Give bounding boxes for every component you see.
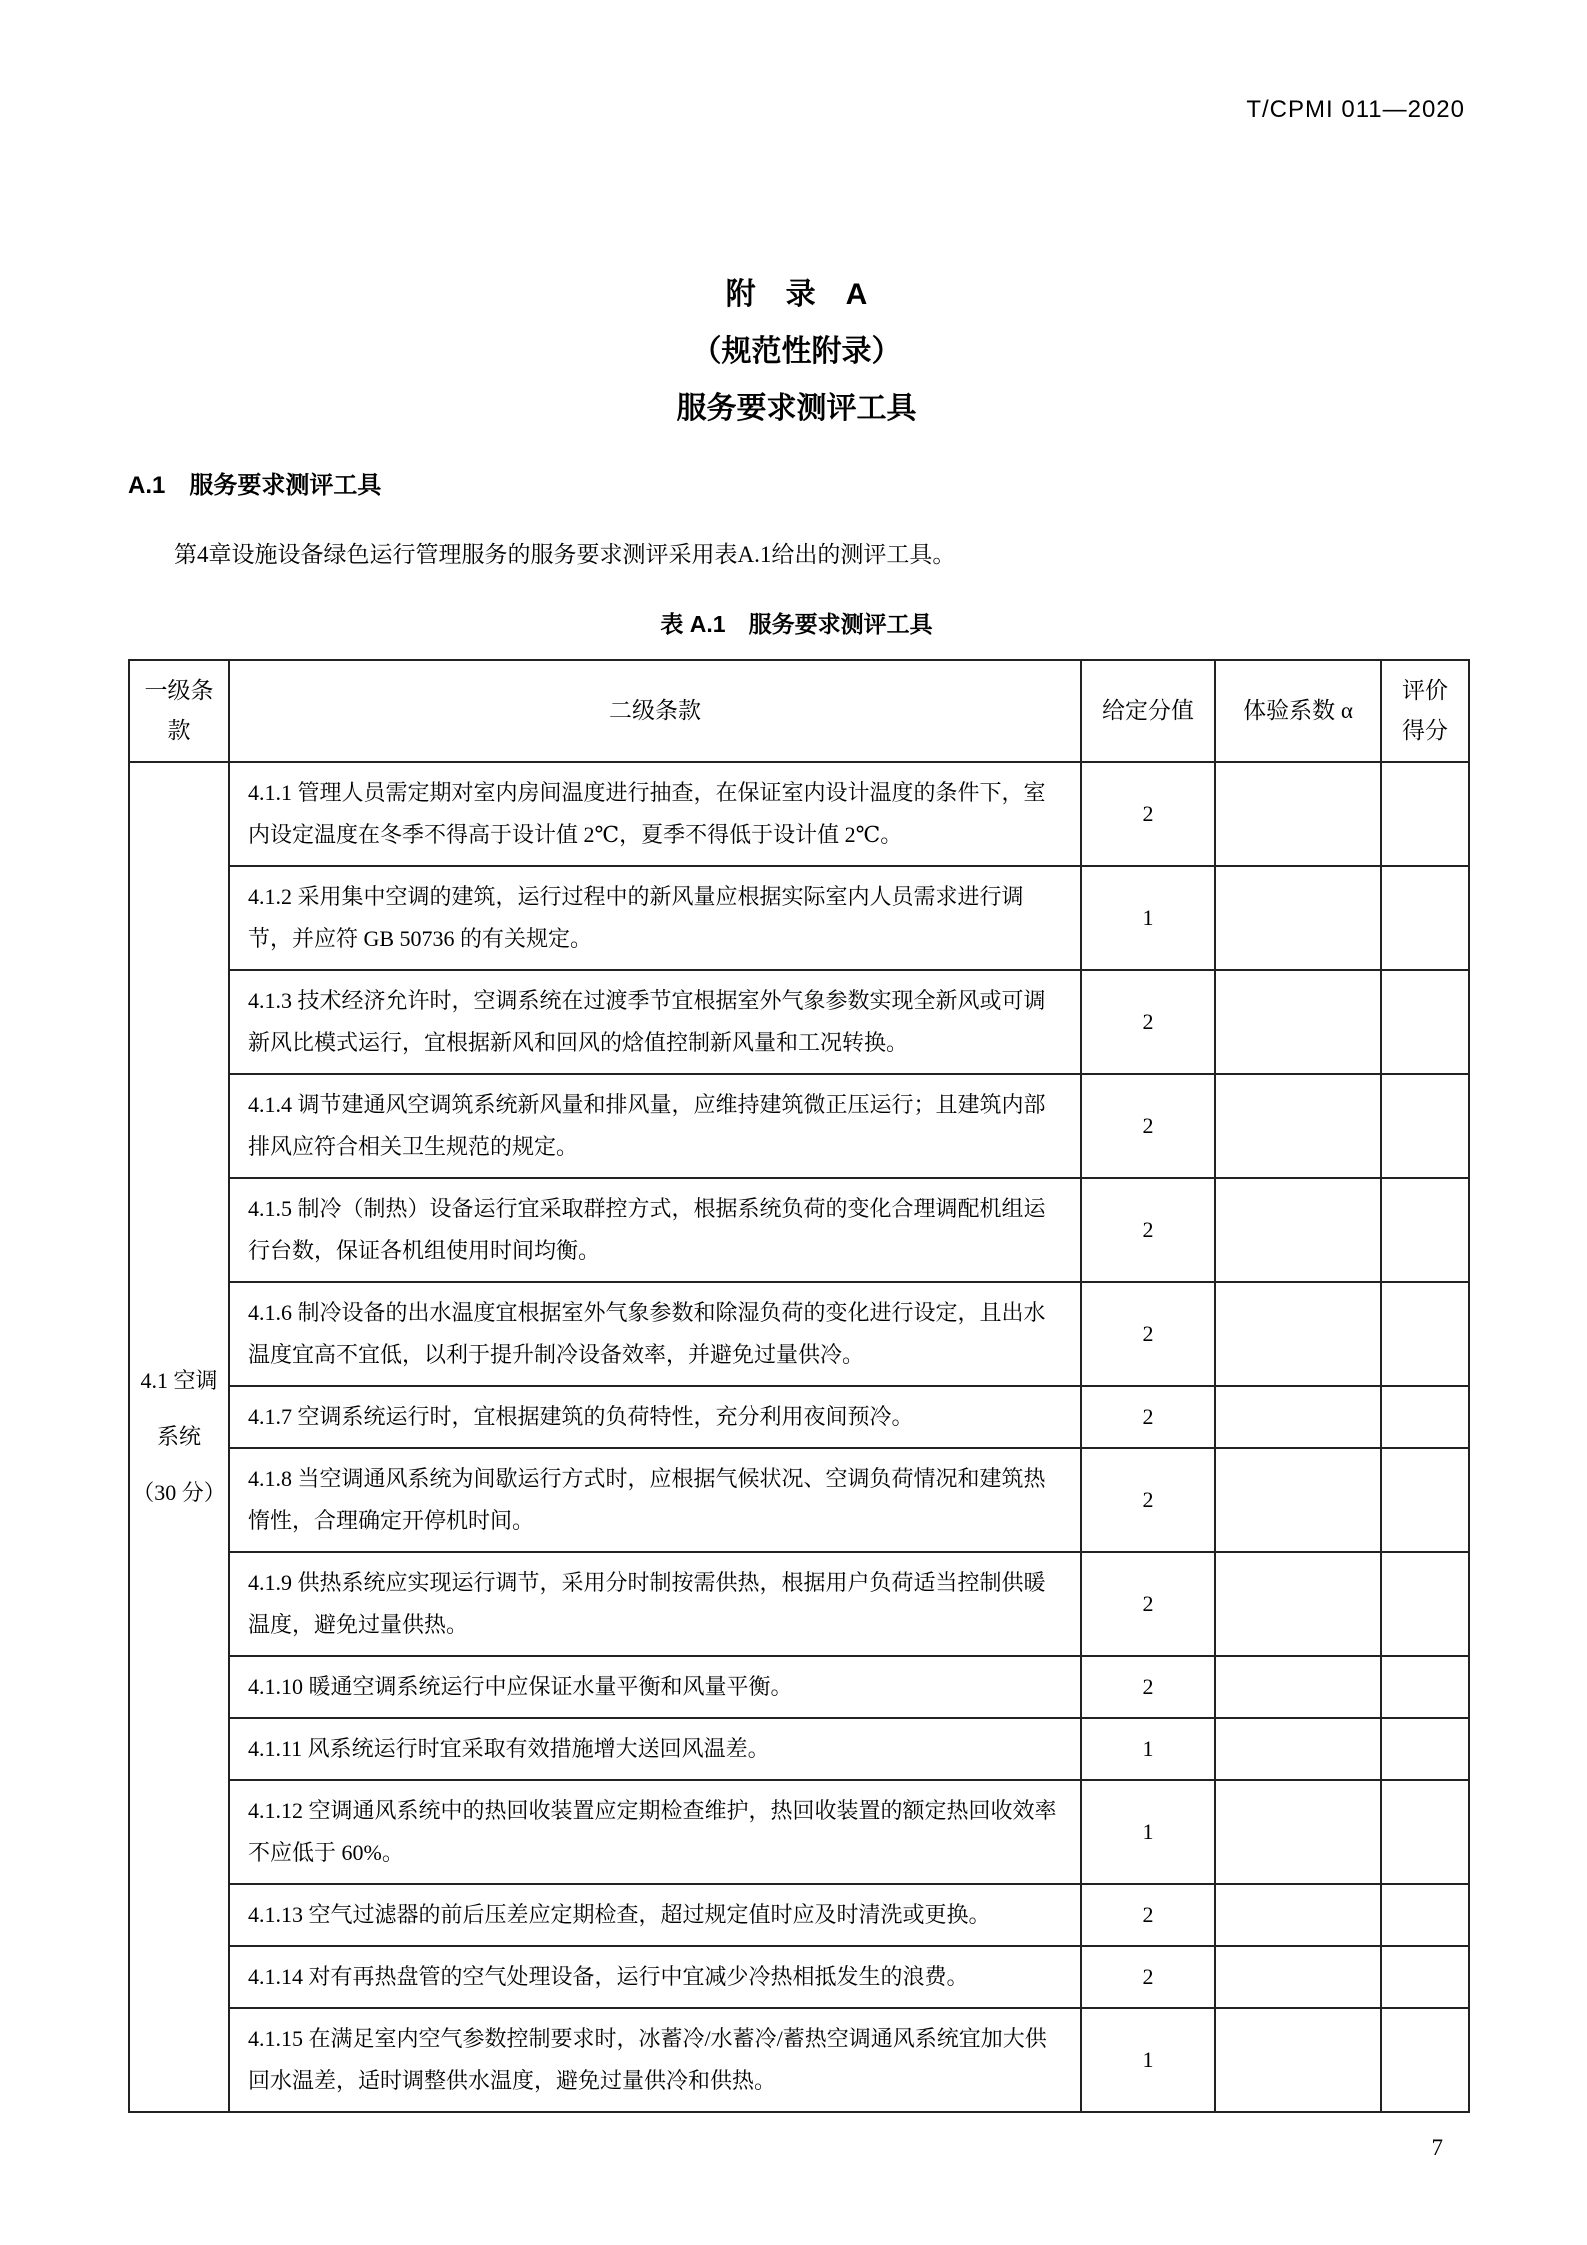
col-header-level2: 二级条款 [229,660,1081,762]
earned-score-cell [1381,1884,1469,1946]
evaluation-table [128,659,1470,2113]
coefficient-cell [1215,1718,1381,1780]
score-cell: 2 [1081,970,1215,1074]
col-header-level1: 一级条款 [129,660,229,762]
section-paragraph: 第4章设施设备绿色运行管理服务的服务要求测评采用表A.1给出的测评工具。 [174,542,956,567]
clause-cell: 4.1.2 采用集中空调的建筑，运行过程中的新风量应根据实际室内人员需求进行调节，并应符 GB 50736 的有关规定。 [229,866,1081,970]
clause-cell: 4.1.6 制冷设备的出水温度宜根据室外气象参数和除湿负荷的变化进行设定，且出水温度宜高不宜低，以利于提升制冷设备效率，并避免过量供冷。 [229,1282,1081,1386]
coefficient-cell [1215,1178,1381,1282]
earned-score-cell [1381,1552,1469,1656]
col-header-given-score: 给定分值 [1081,660,1215,762]
coefficient-cell [1215,970,1381,1074]
group-cell-line1: 4.1 空调 [140,1368,218,1393]
table-header-row [129,660,1469,762]
clause-cell: 4.1.11 风系统运行时宜采取有效措施增大送回风温差。 [229,1718,1081,1780]
coefficient-cell [1215,762,1381,866]
earned-score-cell [1381,1448,1469,1552]
table-row [129,866,1469,970]
table-row [129,1074,1469,1178]
earned-score-cell [1381,1718,1469,1780]
clause-cell: 4.1.10 暖通空调系统运行中应保证水量平衡和风量平衡。 [229,1656,1081,1718]
clause-cell: 4.1.3 技术经济允许时，空调系统在过渡季节宜根据室外气象参数实现全新风或可调新风比模式运行，宜根据新风和回风的焓值控制新风量和工况转换。 [229,970,1081,1074]
table-row [129,970,1469,1074]
coefficient-cell [1215,1884,1381,1946]
coefficient-cell [1215,2008,1381,2112]
col-header-eval-score [1381,660,1469,762]
score-cell: 2 [1081,1448,1215,1552]
appendix-title-line1: 附 录 A [725,278,868,311]
col-header-eval-line1: 评价 [1402,678,1448,703]
score-cell: 2 [1081,1386,1215,1448]
table-row [129,1946,1469,2008]
table-row [129,762,1469,866]
table-row [129,1656,1469,1718]
earned-score-cell [1381,1178,1469,1282]
score-cell: 2 [1081,1282,1215,1386]
table-caption: 表 A.1 服务要求测评工具 [660,611,933,637]
coefficient-cell [1215,1074,1381,1178]
group-cell-4-1 [129,762,229,2112]
coefficient-cell [1215,1448,1381,1552]
appendix-title-line3: 服务要求测评工具 [676,392,917,425]
coefficient-cell [1215,1386,1381,1448]
table-row [129,1448,1469,1552]
score-cell: 2 [1081,1074,1215,1178]
earned-score-cell [1381,1780,1469,1884]
earned-score-cell [1381,1074,1469,1178]
coefficient-cell [1215,1946,1381,2008]
clause-cell: 4.1.13 空气过滤器的前后压差应定期检查，超过规定值时应及时清洗或更换。 [229,1884,1081,1946]
doc-number: T/CPMI 011—2020 [1246,96,1465,123]
group-cell-line2: 系统 [156,1424,201,1449]
table-row [129,1552,1469,1656]
score-cell: 2 [1081,762,1215,866]
earned-score-cell [1381,1282,1469,1386]
score-cell: 2 [1081,1884,1215,1946]
appendix-title-line2: （规范性附录） [691,335,902,368]
coefficient-cell [1215,1656,1381,1718]
table-row [129,1718,1469,1780]
score-cell: 1 [1081,2008,1215,2112]
clause-cell: 4.1.4 调节建通风空调筑系统新风量和排风量，应维持建筑微正压运行；且建筑内部排风应符合相关卫生规范的规定。 [229,1074,1081,1178]
earned-score-cell [1381,866,1469,970]
clause-cell: 4.1.14 对有再热盘管的空气处理设备，运行中宜减少冷热相抵发生的浪费。 [229,1946,1081,2008]
clause-cell: 4.1.9 供热系统应实现运行调节，采用分时制按需供热，根据用户负荷适当控制供暖温度，避免过量供热。 [229,1552,1081,1656]
earned-score-cell [1381,762,1469,866]
earned-score-cell [1381,1656,1469,1718]
coefficient-cell [1215,1780,1381,1884]
score-cell: 2 [1081,1552,1215,1656]
score-cell: 2 [1081,1946,1215,2008]
coefficient-cell [1215,866,1381,970]
earned-score-cell [1381,1386,1469,1448]
col-header-experience-coef: 体验系数 α [1215,660,1381,762]
col-header-eval-line2: 得分 [1402,718,1448,743]
earned-score-cell [1381,1946,1469,2008]
coefficient-cell [1215,1552,1381,1656]
score-cell: 1 [1081,1780,1215,1884]
page-number: 7 [1431,2135,1443,2160]
table-row [129,1282,1469,1386]
table-row [129,1884,1469,1946]
section-heading: A.1 服务要求测评工具 [128,472,382,499]
score-cell: 2 [1081,1178,1215,1282]
appendix-title-block [128,266,1465,437]
table-row [129,2008,1469,2112]
score-cell: 1 [1081,1718,1215,1780]
score-cell: 2 [1081,1656,1215,1718]
coefficient-cell [1215,1282,1381,1386]
earned-score-cell [1381,970,1469,1074]
table-row [129,1386,1469,1448]
group-cell-line3: （30 分） [132,1480,226,1505]
clause-cell: 4.1.12 空调通风系统中的热回收装置应定期检查维护，热回收装置的额定热回收效率不应低于 60%。 [229,1780,1081,1884]
clause-cell: 4.1.5 制冷（制热）设备运行宜采取群控方式，根据系统负荷的变化合理调配机组运行台数，保证各机组使用时间均衡。 [229,1178,1081,1282]
table-row [129,1780,1469,1884]
clause-cell: 4.1.1 管理人员需定期对室内房间温度进行抽查，在保证室内设计温度的条件下，室内设定温度在冬季不得高于设计值 2℃，夏季不得低于设计值 2℃。 [229,762,1081,866]
clause-cell: 4.1.8 当空调通风系统为间歇运行方式时，应根据气候状况、空调负荷情况和建筑热惰性，合理确定开停机时间。 [229,1448,1081,1552]
clause-cell: 4.1.15 在满足室内空气参数控制要求时，冰蓄冷/水蓄冷/蓄热空调通风系统宜加大供回水温差，适时调整供水温度，避免过量供冷和供热。 [229,2008,1081,2112]
clause-cell: 4.1.7 空调系统运行时，宜根据建筑的负荷特性，充分利用夜间预冷。 [229,1386,1081,1448]
score-cell: 1 [1081,866,1215,970]
earned-score-cell [1381,2008,1469,2112]
table-row [129,1178,1469,1282]
